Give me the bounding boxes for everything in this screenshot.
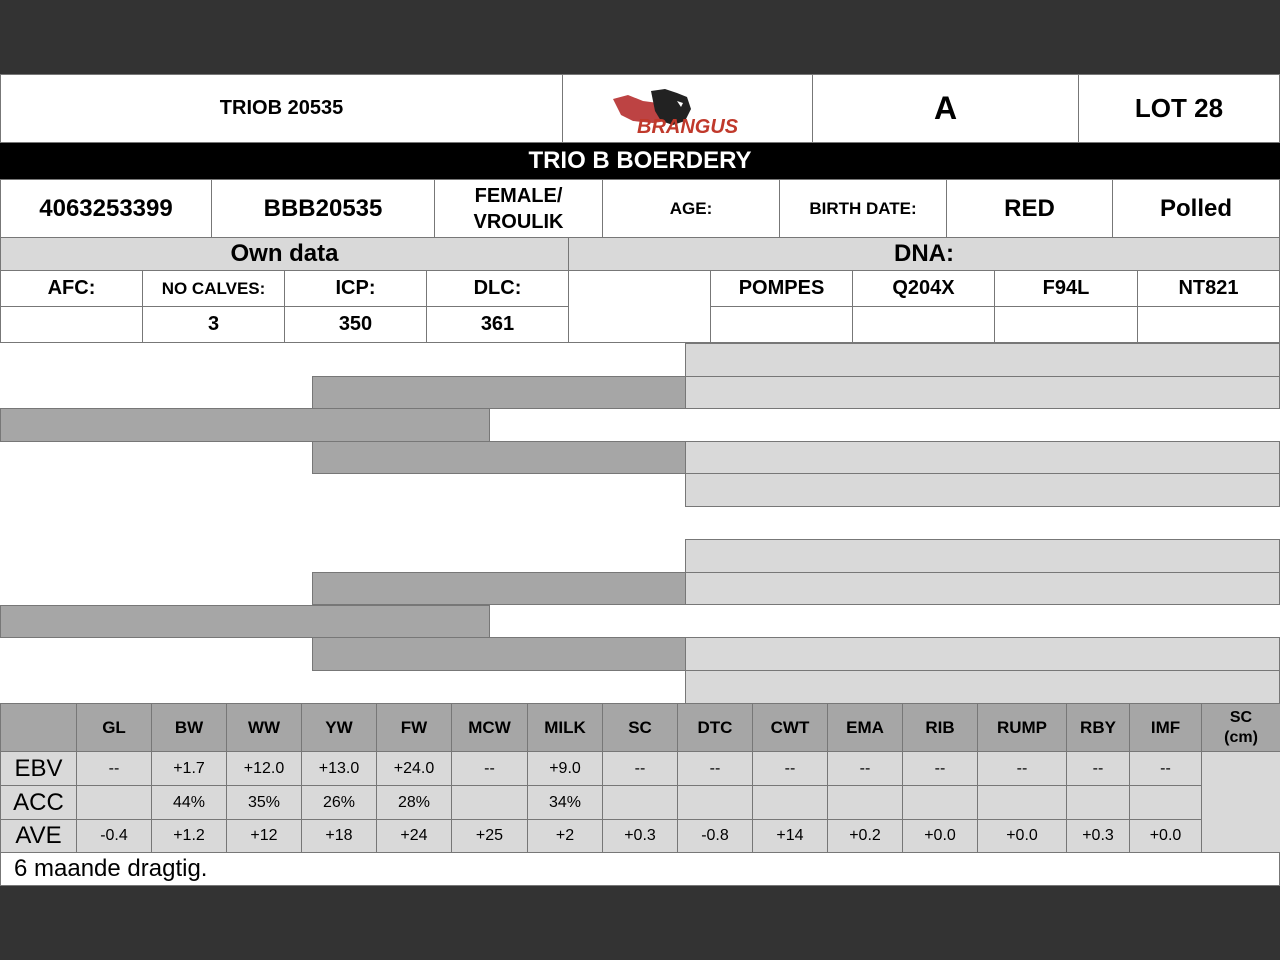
lot-number: LOT 28 bbox=[1078, 74, 1280, 143]
ebv-cell: -- bbox=[677, 751, 753, 786]
ebv-cell: -0.8 bbox=[677, 819, 753, 853]
ebv-col-header: MCW bbox=[451, 703, 528, 752]
dlc-value: 361 bbox=[426, 306, 569, 343]
ebv-cell bbox=[752, 785, 828, 820]
ebv-col-header: BW bbox=[151, 703, 227, 752]
ebv-col-header: YW bbox=[301, 703, 377, 752]
pedigree-box bbox=[312, 572, 686, 605]
dna-title: DNA: bbox=[568, 237, 1280, 271]
remarks: 6 maande dragtig. bbox=[0, 852, 1280, 886]
ebv-cell: -- bbox=[602, 751, 678, 786]
ebv-cell: +24.0 bbox=[376, 751, 452, 786]
ebv-row-label: AVE bbox=[0, 819, 77, 853]
sc-cm-value bbox=[1201, 751, 1280, 853]
breeder-banner: TRIO B BOERDERY bbox=[0, 143, 1280, 179]
pedigree-box bbox=[685, 441, 1280, 474]
ebv-cell: -- bbox=[902, 751, 978, 786]
ebv-cell bbox=[602, 785, 678, 820]
pedigree-box bbox=[685, 539, 1280, 573]
ebv-col-header: GL bbox=[76, 703, 152, 752]
ebv-cell bbox=[977, 785, 1067, 820]
ebv-cell: +12.0 bbox=[226, 751, 302, 786]
dna-header-pompes: POMPES bbox=[710, 270, 853, 307]
ebv-cell: 44% bbox=[151, 785, 227, 820]
dna-blank-cell bbox=[568, 270, 711, 343]
ebv-cell: 26% bbox=[301, 785, 377, 820]
ebv-cell bbox=[827, 785, 903, 820]
svg-text:BRANGUS: BRANGUS bbox=[636, 115, 738, 137]
ebv-cell: +25 bbox=[451, 819, 528, 853]
ebv-cell: -- bbox=[1129, 751, 1202, 786]
age-label: AGE: bbox=[602, 179, 780, 238]
ebv-cell: 34% bbox=[527, 785, 603, 820]
ebv-cell: +12 bbox=[226, 819, 302, 853]
ebv-col-header: CWT bbox=[752, 703, 828, 752]
ebv-cell: +0.2 bbox=[827, 819, 903, 853]
ebv-col-header: MILK bbox=[527, 703, 603, 752]
ebv-row-label: ACC bbox=[0, 785, 77, 820]
ebv-col-header: FW bbox=[376, 703, 452, 752]
afc-header: AFC: bbox=[0, 270, 143, 307]
dna-header-f94l: F94L bbox=[994, 270, 1138, 307]
pedigree-box bbox=[685, 376, 1280, 409]
sex: FEMALE/ VROULIK bbox=[434, 179, 603, 238]
ebv-cell: -- bbox=[76, 751, 152, 786]
ebv-cell: -0.4 bbox=[76, 819, 152, 853]
pedigree-box bbox=[685, 572, 1280, 605]
pedigree-box bbox=[685, 473, 1280, 507]
pedigree-box bbox=[685, 343, 1280, 377]
ebv-col-header: IMF bbox=[1129, 703, 1202, 752]
ebv-col-header: RBY bbox=[1066, 703, 1130, 752]
ebv-cell: +18 bbox=[301, 819, 377, 853]
ebv-cell: +1.2 bbox=[151, 819, 227, 853]
ebv-cell: +13.0 bbox=[301, 751, 377, 786]
ebv-cell bbox=[902, 785, 978, 820]
ebv-cell: +9.0 bbox=[527, 751, 603, 786]
ebv-cell: -- bbox=[827, 751, 903, 786]
registration-number: 4063253399 bbox=[0, 179, 212, 238]
icp-header: ICP: bbox=[284, 270, 427, 307]
ebv-cell bbox=[76, 785, 152, 820]
bull-logo-icon bbox=[603, 81, 773, 137]
ebv-cell: +14 bbox=[752, 819, 828, 853]
no-calves-value: 3 bbox=[142, 306, 285, 343]
grade-badge: A bbox=[812, 74, 1079, 143]
ebv-cell: +2 bbox=[527, 819, 603, 853]
pedigree-box bbox=[312, 376, 686, 409]
ebv-cell: -- bbox=[1066, 751, 1130, 786]
ebv-col-header: EMA bbox=[827, 703, 903, 752]
ebv-cell: +24 bbox=[376, 819, 452, 853]
ebv-col-header: SC bbox=[602, 703, 678, 752]
ebv-cell: 35% bbox=[226, 785, 302, 820]
pedigree-box bbox=[0, 605, 490, 638]
dna-header-nt821: NT821 bbox=[1137, 270, 1280, 307]
ebv-cell: -- bbox=[977, 751, 1067, 786]
ebv-corner bbox=[0, 703, 77, 752]
ebv-col-header: DTC bbox=[677, 703, 753, 752]
ebv-col-header: SC (cm) bbox=[1201, 703, 1280, 752]
ebv-cell: -- bbox=[451, 751, 528, 786]
pedigree-box bbox=[312, 637, 686, 671]
own-data-title: Own data bbox=[0, 237, 569, 271]
pedigree-box bbox=[685, 637, 1280, 671]
ebv-col-header: WW bbox=[226, 703, 302, 752]
pedigree-box bbox=[685, 670, 1280, 704]
ebv-cell bbox=[1066, 785, 1130, 820]
ebv-cell: +0.3 bbox=[602, 819, 678, 853]
dna-value-nt821 bbox=[1137, 306, 1280, 343]
no-calves-header: NO CALVES: bbox=[142, 270, 285, 307]
ebv-cell bbox=[451, 785, 528, 820]
ebv-cell: +0.0 bbox=[902, 819, 978, 853]
ebv-cell: -- bbox=[752, 751, 828, 786]
afc-value bbox=[0, 306, 143, 343]
ebv-col-header: RIB bbox=[902, 703, 978, 752]
brangus-logo bbox=[562, 74, 813, 143]
ebv-col-header: RUMP bbox=[977, 703, 1067, 752]
dlc-header: DLC: bbox=[426, 270, 569, 307]
herd-id: BBB20535 bbox=[211, 179, 435, 238]
ebv-cell: +1.7 bbox=[151, 751, 227, 786]
icp-value: 350 bbox=[284, 306, 427, 343]
ebv-row-label: EBV bbox=[0, 751, 77, 786]
ebv-cell: 28% bbox=[376, 785, 452, 820]
colour: RED bbox=[946, 179, 1113, 238]
birth-date-label: BIRTH DATE: bbox=[779, 179, 947, 238]
ebv-cell: +0.3 bbox=[1066, 819, 1130, 853]
dna-value-pompes bbox=[710, 306, 853, 343]
animal-id: TRIOB 20535 bbox=[0, 74, 563, 143]
dna-value-f94l bbox=[994, 306, 1138, 343]
ebv-cell: +0.0 bbox=[977, 819, 1067, 853]
dna-header-q204x: Q204X bbox=[852, 270, 995, 307]
ebv-cell bbox=[1129, 785, 1202, 820]
pedigree-box bbox=[0, 408, 490, 442]
dna-value-q204x bbox=[852, 306, 995, 343]
ebv-cell: +0.0 bbox=[1129, 819, 1202, 853]
ebv-cell bbox=[677, 785, 753, 820]
pedigree-box bbox=[312, 441, 686, 474]
horn-status: Polled bbox=[1112, 179, 1280, 238]
